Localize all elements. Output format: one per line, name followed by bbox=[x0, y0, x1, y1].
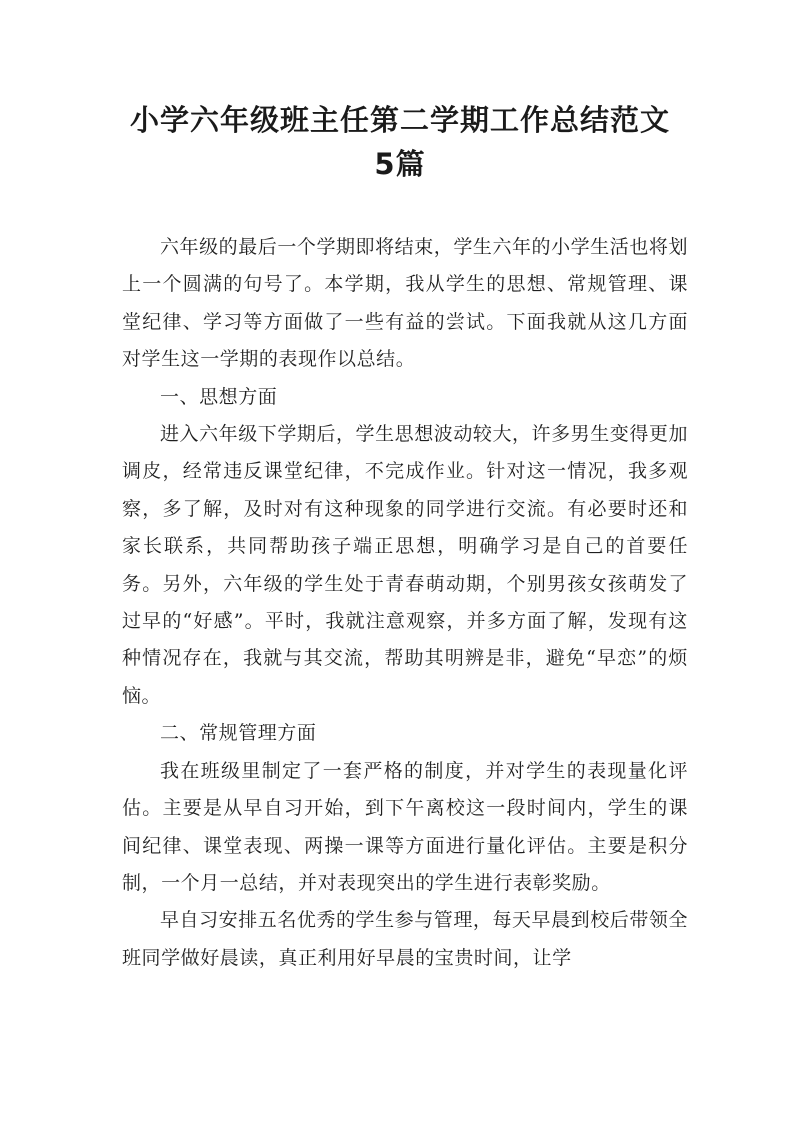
intro-paragraph: 六年级的最后一个学期即将结束，学生六年的小学生活也将划上一个圆满的句号了。本学期，我从学生的思想、常规管理、课堂纪律、学习等方面做了一些有益的尝试。下面我就从这几方面对学生这一学期的表现作以总结。 bbox=[122, 236, 688, 371]
section-heading-thought: 一、思想方面 bbox=[160, 385, 278, 408]
document-title: 小学六年级班主任第二学期工作总结范文 bbox=[129, 103, 670, 137]
section-heading-routine: 二、常规管理方面 bbox=[160, 722, 317, 745]
document-body bbox=[122, 229, 688, 977]
routine-paragraph: 我在班级里制定了一套严格的制度，并对学生的表现量化评估。主要是从早自习开始，到下午离校这一段时间内，学生的课间纪律、课堂表现、两操一课等方面进行量化评估。主要是积分制，一个月一总结，并对表现突出的学生进行表彰奖励。 bbox=[122, 759, 688, 894]
thought-paragraph: 进入六年级下学期后，学生思想波动较大，许多男生变得更加调皮，经常违反课堂纪律，不完成作业。针对这一情况，我多观察，多了解，及时对有这种现象的同学进行交流。有必要时还和家长联系，共同帮助孩子端正思想，明确学习是自己的首要任务。另外，六年级的学生处于青春萌动期，个别男孩女孩萌发了过早的“好感”。平时，我就注意观察，并多方面了解，发现有这种情况存在，我就与其交流，帮助其明辨是非，避免“早恋”的烦恼。 bbox=[122, 423, 688, 707]
document-title-continued: 5篇 bbox=[374, 147, 426, 181]
morning-study-paragraph: 早自习安排五名优秀的学生参与管理，每天早晨到校后带领全班同学做好晨读，真正利用好早晨的宝贵时间，让学 bbox=[122, 909, 688, 969]
